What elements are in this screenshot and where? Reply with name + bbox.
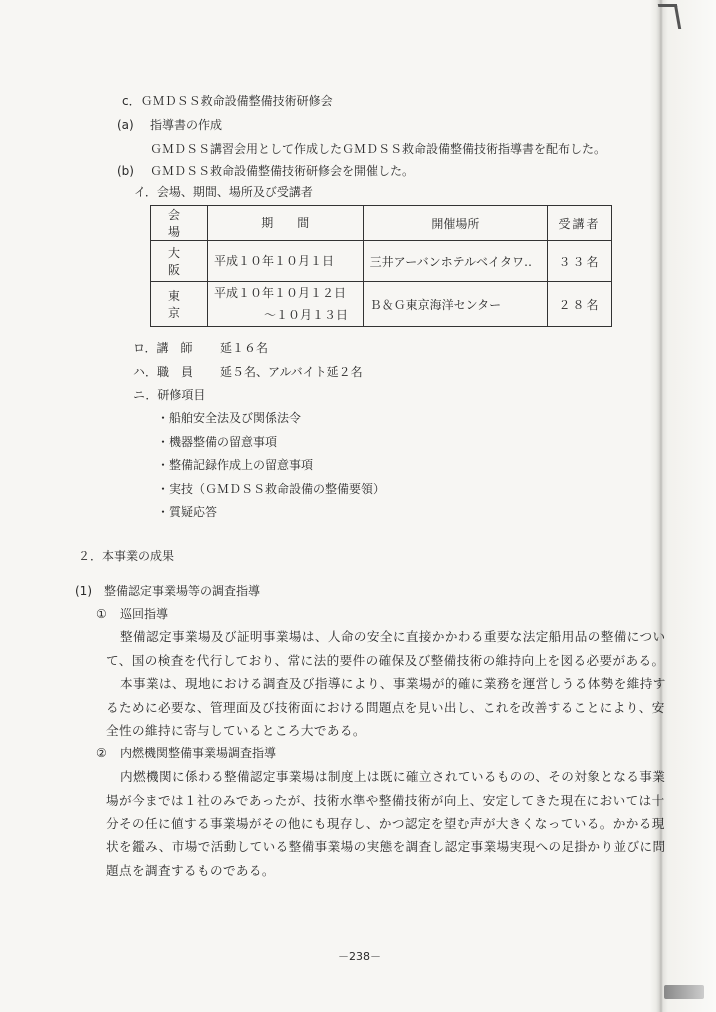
table-header-row xyxy=(151,206,612,241)
body-line: 整備認定事業場及び証明事業場は、人命の安全に直接かかわる重要な法定船用品の整備につい xyxy=(120,629,666,644)
sub-1-label: (1) xyxy=(75,584,92,598)
item-2-label: ② xyxy=(96,746,107,760)
count-cell: ３３名 xyxy=(548,241,612,282)
period-cell xyxy=(208,241,364,282)
section-c-heading: c．ＧＭＤＳＳ救命設備整備技術研修会 xyxy=(122,94,333,108)
period-line: 平成１０年１０月１２日 xyxy=(214,286,347,300)
table-row xyxy=(151,282,612,327)
item-b-title: ＧＭＤＳＳ救命設備整備技術研修会を開催した。 xyxy=(150,164,415,178)
item-2-title: 内燃機関整備事業場調査指導 xyxy=(120,746,277,760)
table-header-cell: 期 間 xyxy=(208,206,364,241)
instructor-label: ロ．講 師 xyxy=(133,341,193,355)
training-item: ・実技（ＧＭＤＳＳ救命設備の整備要領） xyxy=(157,482,386,496)
body-line: 場が今までは１社のみであったが、技術水準や整備技術が向上、安定してきた現在においては十 xyxy=(106,793,665,808)
body-line: 題点を調査するものである。 xyxy=(106,863,275,878)
body-line: 全性の維持に寄与しているところ大である。 xyxy=(106,723,366,738)
item-1-title: 巡回指導 xyxy=(120,607,169,621)
item-a-label: (a) xyxy=(117,118,134,132)
body-line: 内燃機関に係わる整備認定事業場は制度上は既に確立されているものの、その対象となる事業 xyxy=(120,769,666,784)
table-header-cell: 開催場所 xyxy=(363,206,547,241)
instructor-value: 延１６名 xyxy=(220,341,269,355)
staff-value: 延５名、アルバイト延２名 xyxy=(220,365,363,379)
binding-mark-top xyxy=(658,4,681,29)
table-row xyxy=(151,241,612,282)
sub-i-heading: イ．会場、期間、場所及び受講者 xyxy=(134,185,313,199)
body-line: 分その任に値する事業場がその他にも現存し、かつ認定を望む声が大きくなっている。かかる現 xyxy=(106,816,665,831)
item-a-title: 指導書の作成 xyxy=(150,118,223,132)
body-line: て、国の検査を代行しており、常に法的要件の確保及び整備技術の維持向上を図る必要がある。 xyxy=(106,653,665,668)
training-item: ・船舶安全法及び関係法令 xyxy=(157,411,302,425)
venue-table xyxy=(150,205,612,327)
place-cell: Ｂ＆Ｇ東京海洋センター xyxy=(363,282,547,327)
table-header-cell: 受講者 xyxy=(548,206,612,241)
body-line: 状を鑑み、市場で活動している整備事業場の実態を調査し認定事業場実現への足掛かり並びに問 xyxy=(106,839,666,854)
binding-edge xyxy=(650,0,716,1012)
period-line: 平成１０年１０月１日 xyxy=(214,254,335,268)
venue-cell: 東 京 xyxy=(151,282,208,327)
venue-cell: 大 阪 xyxy=(151,241,208,282)
body-line: るために必要な、管理面及び技術面における問題点を見い出し、これを改善することにより、安 xyxy=(106,700,665,715)
training-items-heading: ニ．研修項目 xyxy=(133,388,206,402)
staff-label: ハ．職 員 xyxy=(133,365,194,379)
training-item: ・機器整備の留意事項 xyxy=(157,435,278,449)
binding-mark-bottom xyxy=(664,985,704,999)
item-a-text: ＧＭＤＳＳ講習会用として作成したＧＭＤＳＳ救命設備整備技術指導書を配布した。 xyxy=(150,142,607,156)
training-item: ・質疑応答 xyxy=(157,505,218,519)
section-2-heading: ２．本事業の成果 xyxy=(78,549,175,563)
period-cell xyxy=(208,282,364,327)
table-header-cell: 会 場 xyxy=(151,206,208,241)
training-item: ・整備記録作成上の留意事項 xyxy=(157,458,314,472)
page-number: －238－ xyxy=(338,950,381,963)
place-cell: 三井アーバンホテルベイタワ‥ xyxy=(363,241,547,282)
item-1-label: ① xyxy=(96,607,107,621)
count-cell: ２８名 xyxy=(548,282,612,327)
body-line: 本事業は、現地における調査及び指導により、事業場が的確に業務を運営しうる体勢を維持す xyxy=(120,676,666,691)
period-line: ～１０月１３日 xyxy=(264,308,349,322)
item-b-label: (b) xyxy=(117,164,134,178)
sub-1-title: 整備認定事業場等の調査指導 xyxy=(104,584,261,598)
